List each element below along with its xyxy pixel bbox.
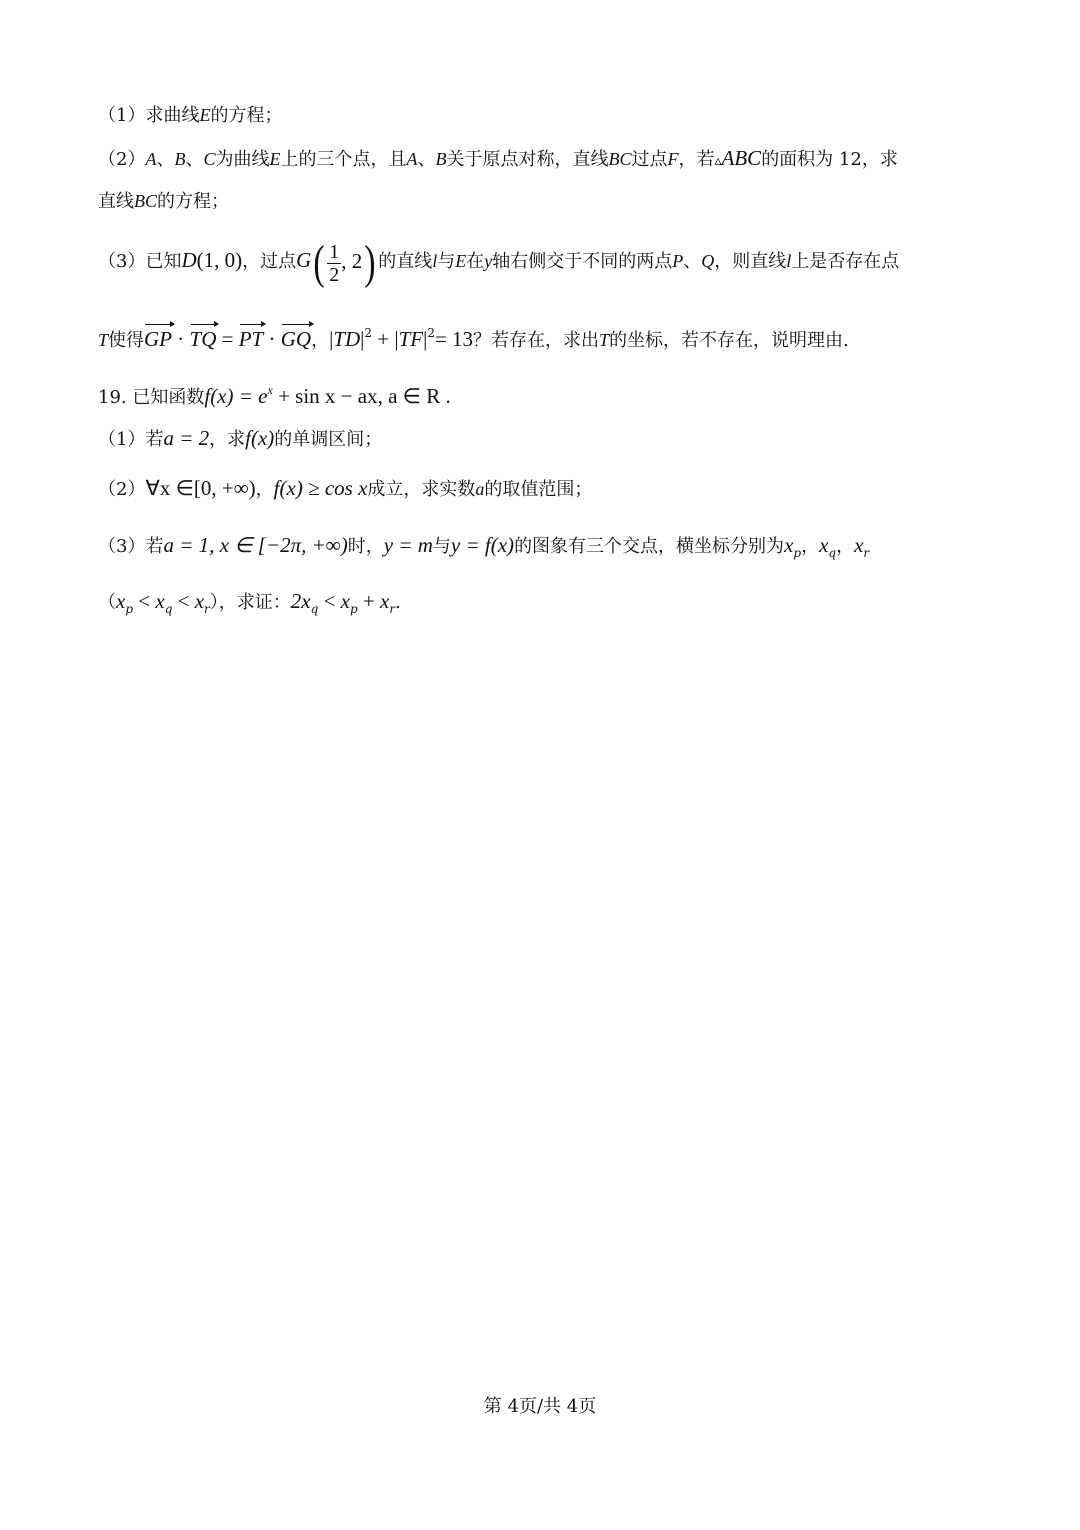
math: ∀x ∈[0, +∞) [145, 476, 256, 500]
text: . [395, 592, 401, 613]
math: f(x) ≥ cos x [273, 476, 368, 500]
text: 的图象有三个交点，横坐标分别为 [514, 536, 785, 557]
var: F [667, 149, 679, 169]
text: ，过点 [242, 251, 297, 272]
text: ，若 [678, 149, 715, 170]
text: （2） [98, 479, 146, 500]
vector-TQ: TQ [189, 327, 217, 351]
var: B [435, 149, 447, 169]
text: 为曲线 [215, 149, 270, 170]
text: 的面积为 12，求 [761, 149, 898, 170]
q18-part2-line2 [98, 188, 990, 215]
text: 的方程； [210, 105, 283, 126]
text: 上的三个点，且 [280, 149, 407, 170]
var: T [599, 330, 610, 350]
q19-part2 [98, 475, 990, 503]
text: ，则直线 [714, 251, 787, 272]
fraction [327, 241, 341, 286]
text: 过点 [631, 149, 668, 170]
q19-part3-line2: $(x_p < x_q < x_r)$，求证：$2x_q < x_p + x_r$. [98, 589, 401, 616]
numerator: 1 [329, 240, 340, 263]
text: （3）若 [98, 536, 164, 557]
var: x [340, 589, 350, 613]
math: y = f(x) [450, 533, 515, 557]
q18-part1 [98, 102, 990, 129]
var: Q [701, 251, 715, 271]
var: x [116, 589, 126, 613]
text: 直线 [98, 191, 134, 212]
var: x [784, 533, 794, 557]
subscript: r [204, 602, 210, 616]
var: D [181, 248, 197, 272]
text: 使得 [108, 330, 145, 351]
text: 在 [466, 251, 485, 272]
point-G-coordinates: ( $\frac{1}{2}$ , 2) [313, 236, 376, 289]
subscript: q [310, 602, 319, 616]
var: ABC [721, 146, 762, 170]
text: 与 [437, 251, 456, 272]
subscript: q [164, 602, 173, 616]
var: E [269, 149, 281, 169]
math: y = m [383, 533, 433, 557]
text: 关于原点对称，直线 [446, 149, 609, 170]
math: a = 1, x ∈ [−2π, +∞) [163, 533, 348, 557]
var: x [194, 589, 205, 613]
var: T [98, 330, 109, 350]
var: x [155, 589, 165, 613]
math: , 2 [341, 249, 363, 273]
text: ，求 [209, 429, 246, 450]
exponent: x [267, 383, 273, 397]
text: ， [801, 536, 820, 557]
text: （1）若 [98, 429, 164, 450]
subscript: p [793, 546, 802, 560]
text: 成立，求实数 [367, 479, 476, 500]
var: BC [608, 149, 632, 169]
text: 、 [185, 149, 204, 170]
subscript: p [125, 602, 134, 616]
var: BC [134, 191, 158, 211]
var: l [786, 251, 792, 271]
var-E: E [199, 105, 211, 125]
var: C [203, 149, 216, 169]
q19-part3-line1 [98, 532, 990, 566]
text: 的方程； [157, 191, 230, 212]
vector-PT: PT [238, 327, 264, 351]
function-def-rest: + sin x − ax, a ∈ R . [272, 384, 451, 408]
var: a [475, 479, 485, 499]
subscript: p [349, 602, 358, 616]
text: ， [311, 330, 330, 351]
var: TD [333, 327, 361, 351]
text: 、 [156, 149, 175, 170]
vector-GQ: GQ [280, 327, 312, 351]
text: 的取值范围； [484, 479, 593, 500]
text: （3）已知 [98, 251, 182, 272]
var: x [819, 533, 829, 557]
math: 2x [290, 589, 311, 613]
var: P [672, 251, 684, 271]
subscript: r [863, 546, 870, 560]
math: f(x) [245, 426, 275, 450]
page-footer: 第 4页/共 4页 [483, 1396, 597, 1417]
var: E [455, 251, 467, 271]
triangle-symbol: ▵ [714, 153, 722, 169]
var: x [380, 589, 390, 613]
q18-part3-line2: T使得GP · TQ = PT · GQ，$|TD|^2 + |TF|^2= 13$？若存在，求出T的坐标，若不存在，说明理由. [98, 326, 849, 351]
text: （1）求曲线 [98, 105, 200, 126]
math: = 13 [434, 327, 474, 351]
text: 19. 已知函数 [98, 387, 205, 408]
denominator: 2 [329, 263, 340, 286]
text: ， [255, 479, 274, 500]
var: G [296, 248, 312, 272]
text: ， [836, 536, 855, 557]
subscript: r [389, 602, 396, 616]
var: y [484, 251, 493, 271]
text: 的坐标，若不存在，说明理由. [609, 330, 849, 351]
text: 与 [432, 536, 451, 557]
var: B [174, 149, 186, 169]
function-def: f(x) = e [204, 384, 268, 408]
math: (1, 0) [196, 248, 243, 272]
text: 的直线 [378, 251, 433, 272]
text: 、 [683, 251, 702, 272]
text: ？若存在，求出 [473, 330, 600, 351]
text: 轴右侧交于不同的两点 [492, 251, 673, 272]
var: l [432, 251, 438, 271]
subscript: q [828, 546, 837, 560]
text: 时， [347, 536, 384, 557]
text: （ [98, 592, 116, 613]
text: 的单调区间； [274, 429, 383, 450]
text: 上是否存在点 [791, 251, 900, 272]
q18-part2-line1 [98, 145, 990, 174]
text: 、 [417, 149, 436, 170]
q19-heading [98, 377, 990, 411]
var: TF [398, 327, 424, 351]
math: a = 2 [163, 426, 210, 450]
var: A [145, 149, 157, 169]
text: ），求证： [209, 592, 291, 613]
var: A [406, 149, 418, 169]
text: （2） [98, 149, 146, 170]
vector-GP: GP [144, 327, 173, 351]
q18-part3-line1 [98, 230, 990, 293]
q19-part1 [98, 425, 990, 453]
var: x [854, 533, 864, 557]
